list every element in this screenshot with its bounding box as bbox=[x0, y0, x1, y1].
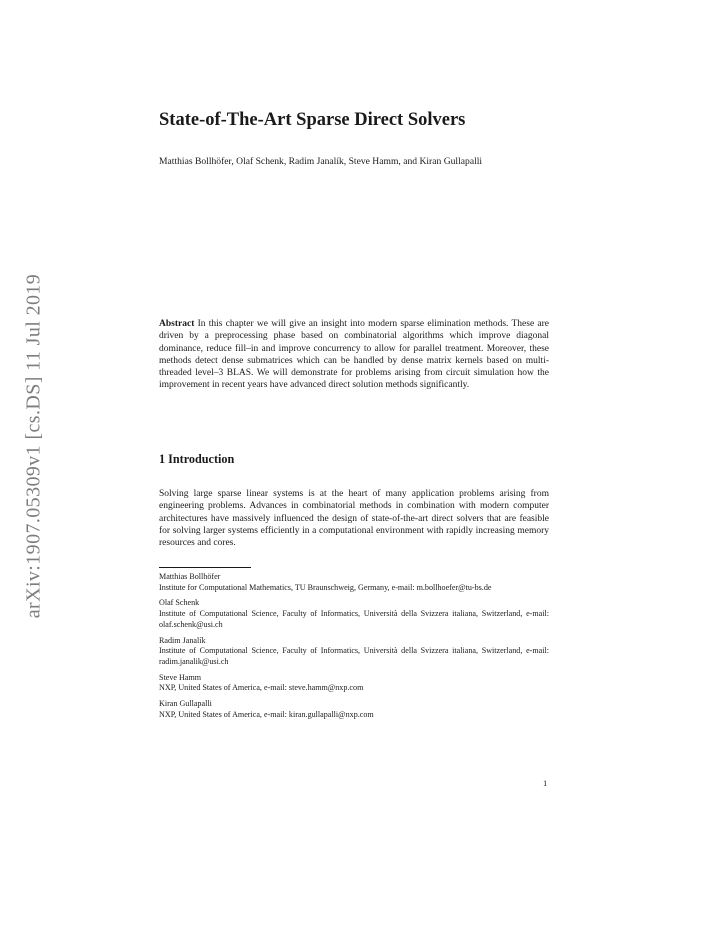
affiliation-detail: Institute of Computational Science, Faculty of Informatics, Università della Svizzera italiana, Switzerland, e-mail: olaf.schenk@usi.ch bbox=[159, 609, 549, 629]
affiliation-item bbox=[159, 673, 549, 694]
affiliation-item bbox=[159, 636, 549, 668]
abstract bbox=[159, 318, 549, 392]
affiliation-detail: NXP, United States of America, e-mail: steve.hamm@nxp.com bbox=[159, 683, 364, 693]
introduction-paragraph: Solving large sparse linear systems is at the heart of many application problems arising from engineering problems. Advances in combinatorial methods in combination with modern computer architectures have massively influenced the design of state-of-the-art direct solvers that are feasible for solving larger systems efficiently in a computational environment with rapidly increasing memory resources and cores. bbox=[159, 489, 549, 549]
author-list: Matthias Bollhöfer, Olaf Schenk, Radim Janalík, Steve Hamm, and Kiran Gullapalli bbox=[159, 156, 483, 167]
affiliation-item bbox=[159, 598, 549, 630]
footnote-divider bbox=[159, 567, 251, 568]
page-number: 1 bbox=[543, 778, 548, 788]
affiliation-author-name: Radim Janalík bbox=[159, 635, 206, 645]
affiliation-detail: NXP, United States of America, e-mail: kiran.gullapalli@nxp.com bbox=[159, 709, 374, 719]
affiliation-item bbox=[159, 699, 549, 720]
affiliation-item bbox=[159, 572, 549, 593]
abstract-label: Abstract bbox=[159, 319, 195, 329]
affiliation-detail: Institute of Computational Science, Faculty of Informatics, Università della Svizzera italiana, Switzerland, e-mail: radim.janalik@usi.ch bbox=[159, 646, 549, 666]
paper-title: State-of-The-Art Sparse Direct Solvers bbox=[159, 110, 466, 130]
abstract-text: In this chapter we will give an insight into modern sparse elimination methods. These are driven by a preprocessing phase based on combinatorial algorithms which improve diagonal dominance, reduce fill–in and improve concurrency to allow for parallel treatment. Moreover, these methods detect dense submatrices which can be handled by dense matrix kernels based on multi-threaded level–3 BLAS. We will demonstrate for problems arising from circuit simulation how the improvement in recent years have advanced direct solution methods significantly. bbox=[159, 319, 549, 391]
affiliation-author-name: Olaf Schenk bbox=[159, 598, 200, 608]
affiliation-author-name: Steve Hamm bbox=[159, 672, 202, 682]
affiliation-detail: Institute for Computational Mathematics, TU Braunschweig, Germany, e-mail: m.bollhoefer@tu-bs.de bbox=[159, 582, 492, 592]
affiliation-footnotes bbox=[159, 572, 549, 726]
affiliation-author-name: Matthias Bollhöfer bbox=[159, 572, 221, 581]
section-heading-introduction: 1 Introduction bbox=[159, 452, 235, 466]
affiliation-author-name: Kiran Gullapalli bbox=[159, 699, 212, 709]
arxiv-identifier: arXiv:1907.05309v1 [cs.DS] 11 Jul 2019 bbox=[22, 273, 45, 619]
